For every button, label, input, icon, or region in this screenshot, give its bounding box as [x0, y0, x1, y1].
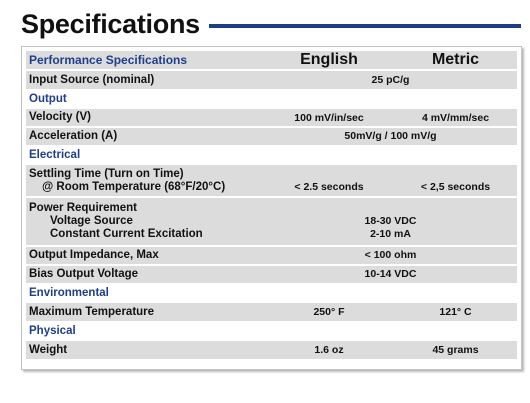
bias-label: Bias Output Voltage	[29, 268, 139, 280]
weight-label: Weight	[29, 343, 68, 356]
section-output	[26, 91, 517, 109]
row-output-impedance	[26, 247, 517, 266]
section-physical-title: Physical	[29, 325, 76, 337]
velocity-metric: 4 mV/mm/sec	[421, 111, 490, 124]
settling-metric: < 2,5 seconds	[420, 181, 491, 193]
max-temp-english: 250° F	[313, 306, 345, 318]
settling-label-line1: Settling Time (Turn on Time)	[29, 167, 184, 180]
power-label-title: Power Requirement	[29, 202, 137, 214]
row-weight	[26, 341, 517, 361]
voltage-source-value: 18-30 VDC	[364, 215, 417, 227]
settling-label-line2: @ Room Temperature (68°F/20°C)	[42, 180, 226, 193]
header-english: English	[300, 51, 358, 68]
header-row	[26, 51, 517, 71]
power-values	[264, 202, 517, 241]
row-max-temperature	[26, 303, 517, 323]
title-bar	[21, 6, 521, 42]
impedance-label: Output Impedance, Max	[29, 249, 159, 261]
row-settling-time	[26, 165, 517, 198]
row-bias-voltage	[26, 266, 517, 285]
header-label: Performance Specifications	[29, 52, 188, 67]
section-electrical	[26, 147, 517, 165]
row-velocity	[26, 109, 517, 128]
settling-english: < 2.5 seconds	[294, 181, 364, 193]
current-excitation-value: 2-10 mA	[370, 228, 411, 240]
row-power-requirement	[26, 198, 517, 247]
impedance-value: < 100 ohm	[364, 249, 417, 261]
input-source-value: 25 pC/g	[371, 73, 410, 86]
weight-metric: 45 grams	[432, 344, 479, 356]
settling-label	[26, 168, 264, 194]
spec-table-card	[21, 46, 522, 370]
section-physical	[26, 323, 517, 341]
section-output-title: Output	[29, 93, 67, 105]
acceleration-value: 50mV/g / 100 mV/g	[344, 130, 437, 142]
bias-value: 10-14 VDC	[364, 268, 417, 280]
section-environmental-title: Environmental	[29, 287, 109, 299]
header-metric: Metric	[431, 51, 480, 68]
current-excitation-label: Constant Current Excitation	[50, 228, 203, 240]
section-electrical-title: Electrical	[29, 149, 81, 161]
page-title: Specifications	[21, 8, 200, 39]
max-temp-label: Maximum Temperature	[29, 305, 155, 318]
velocity-label: Velocity (V)	[29, 111, 91, 123]
acceleration-label: Acceleration (A)	[29, 130, 118, 142]
weight-english: 1.6 oz	[314, 344, 344, 356]
input-source-label: Input Source (nominal)	[29, 73, 155, 86]
voltage-source-label: Voltage Source	[50, 215, 133, 227]
power-label	[26, 202, 264, 241]
velocity-english: 100 mV/in/sec	[294, 111, 364, 124]
max-temp-metric: 121° C	[439, 306, 472, 318]
title-rule	[209, 24, 521, 28]
spec-table	[26, 51, 517, 361]
row-input-source	[26, 71, 517, 91]
section-environmental	[26, 285, 517, 303]
row-acceleration	[26, 128, 517, 147]
